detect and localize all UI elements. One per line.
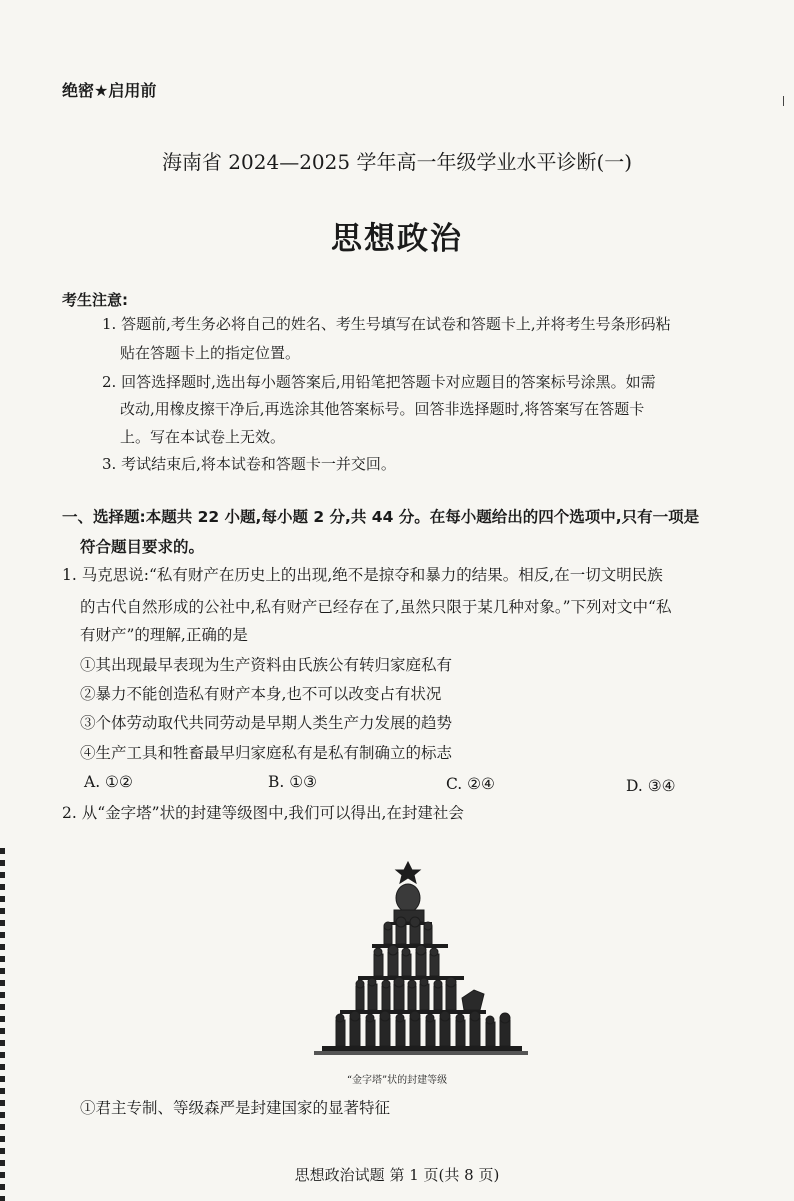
notice-heading: 考生注意: <box>62 291 128 309</box>
section-heading-cont: 符合题目要求的。 <box>80 538 205 556</box>
notice-item: 1. 答题前,考生务必将自己的姓名、考生号填写在试卷和答题卡上,并将考生号条形码粘 <box>102 315 671 333</box>
option-a: A. ①② <box>84 773 133 791</box>
notice-item: 3. 考试结束后,将本试卷和答题卡一并交回。 <box>102 455 396 473</box>
question-2-stem: 2. 从“金字塔”状的封建等级图中,我们可以得出,在封建社会 <box>62 804 464 822</box>
star-icon <box>396 862 420 883</box>
section-heading: 一、选择题:本题共 22 小题,每小题 2 分,共 44 分。在每小题给出的四个选项中,只有一项是 <box>62 508 700 526</box>
question-1-stem-cont: 的古代自然形成的公社中,私有财产已经存在了,虽然只限于某几种对象。”下列对文中“私 <box>80 598 672 616</box>
page-footer: 思想政治试题 第 1 页(共 8 页) <box>294 1166 500 1184</box>
subject-title: 思想政治 <box>331 221 463 257</box>
question-1-stem: 1. 马克思说:“私有财产在历史上的出现,绝不是掠夺和暴力的结果。相反,在一切文明民族 <box>62 566 663 584</box>
notice-item: 2. 回答选择题时,选出每小题答案后,用铅笔把答题卡对应题目的答案标号涂黑。如需 <box>102 373 656 391</box>
exam-title: 海南省 2024—2025 学年高一年级学业水平诊断(一) <box>161 150 633 174</box>
question-1-statement: ④生产工具和牲畜最早归家庭私有是私有制确立的标志 <box>80 744 453 762</box>
scan-mark <box>783 96 784 106</box>
feudal-pyramid-illustration <box>312 858 530 1064</box>
figure-caption: “金字塔”状的封建等级 <box>346 1075 448 1086</box>
question-1-statement: ①其出现最早表现为生产资料由氏族公有转归家庭私有 <box>80 656 453 674</box>
notice-item-cont: 改动,用橡皮擦干净后,再选涂其他答案标号。回答非选择题时,将答案写在答题卡 <box>120 400 645 418</box>
binding-edge <box>0 848 5 1201</box>
option-d: D. ③④ <box>626 777 676 795</box>
notice-item-cont: 贴在答题卡上的指定位置。 <box>120 344 301 362</box>
question-2-statement: ①君主专制、等级森严是封建国家的显著特征 <box>80 1099 391 1117</box>
option-b: B. ①③ <box>268 773 318 791</box>
question-1-stem-cont: 有财产”的理解,正确的是 <box>80 626 248 644</box>
option-c: C. ②④ <box>446 775 495 793</box>
confidential-mark: 绝密★启用前 <box>62 81 157 100</box>
question-1-statement: ③个体劳动取代共同劳动是早期人类生产力发展的趋势 <box>80 714 453 732</box>
notice-item-cont: 上。写在本试卷上无效。 <box>120 428 286 446</box>
question-1-statement: ②暴力不能创造私有财产本身,也不可以改变占有状况 <box>80 685 442 703</box>
